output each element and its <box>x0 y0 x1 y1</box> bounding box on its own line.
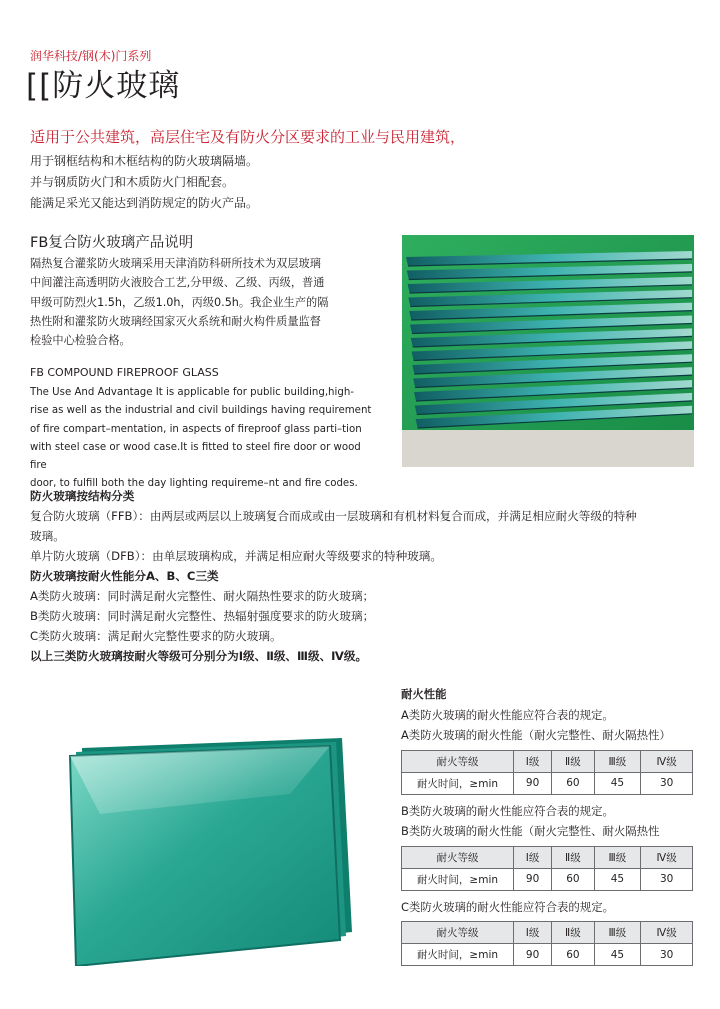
fb-english-description <box>30 384 375 494</box>
structure-heading: 防火玻璃按结构分类 <box>30 489 135 503</box>
ffb-definition-cont: 玻璃。 <box>30 529 65 543</box>
class-a-rating-table <box>401 750 693 795</box>
table-row <box>402 772 693 794</box>
class-b-note: B类防火玻璃的耐火性能应符合表的规定。 <box>401 803 614 818</box>
fb-description-line: 检验中心检验合格。 <box>30 334 131 348</box>
fb-description-line: 隔热复合灌浆防火玻璃采用天津消防科研所技术为双层玻璃 <box>30 257 321 270</box>
table-cell: 60 <box>552 944 594 966</box>
ffb-definition: 复合防火玻璃（FFB）：由两层或两层以上玻璃复合而成或由一层玻璃和有机材料复合而成，并满足相应耐火等级的特种 <box>30 509 637 523</box>
table-cell: 30 <box>641 772 693 794</box>
table-cell: 60 <box>552 772 594 794</box>
fb-description-line: 热性附和灌浆防火玻璃经国家灭火系统和耐火构件质量监督 <box>30 314 321 328</box>
table-header-row <box>402 846 693 868</box>
fb-description-line: 中间灌注高透明防火液胶合工艺,分甲级、乙级、丙级，普通 <box>30 276 325 290</box>
table-cell: 45 <box>594 772 641 794</box>
fire-rating-heading: 耐火性能 <box>401 687 447 701</box>
table-header-cell: Ⅲ级 <box>594 922 641 944</box>
table-header-row <box>402 922 693 944</box>
fb-english-line: rise as well as the industrial and civil buildings having requirement <box>30 405 372 417</box>
fb-description-line: 甲级可防烈火1.5h，乙级1.0h，丙级0.5h。我企业生产的隔 <box>30 295 329 309</box>
table-header-cell: 耐火等级 <box>402 922 514 944</box>
class-b-caption: B类防火玻璃的耐火性能（耐火完整性、耐火隔热性 <box>401 824 660 838</box>
lead-statement: 适用于公共建筑，高层住宅及有防火分区要求的工业与民用建筑， <box>30 128 466 146</box>
table-header-cell: Ⅳ级 <box>641 846 693 868</box>
table-header-cell: Ⅱ级 <box>552 750 594 772</box>
glass-stack-photo <box>402 235 694 467</box>
class-a-caption: A类防火玻璃的耐火性能（耐火完整性、耐火隔热性） <box>401 728 671 742</box>
class-c-definition: C类防火玻璃：满足耐火完整性要求的防火玻璃。 <box>30 629 282 643</box>
table-header-cell: Ⅰ级 <box>514 922 552 944</box>
table-cell: 45 <box>594 944 641 966</box>
class-a-definition: A类防火玻璃：同时满足耐火完整性、耐火隔热性要求的防火玻璃； <box>30 589 375 603</box>
table-cell: 90 <box>514 772 552 794</box>
performance-heading: 防火玻璃按耐火性能分A、B、C三类 <box>30 569 219 583</box>
fb-section-title: FB复合防火玻璃产品说明 <box>30 235 194 251</box>
class-c-note: C类防火玻璃的耐火性能应符合表的规定。 <box>401 899 614 914</box>
class-a-note: A类防火玻璃的耐火性能应符合表的规定。 <box>401 707 614 722</box>
class-b-definition: B类防火玻璃：同时满足耐火完整性、热辐射强度要求的防火玻璃； <box>30 609 375 623</box>
class-c-rating-table <box>401 921 693 966</box>
table-cell: 90 <box>514 944 552 966</box>
page-title: [[防火玻璃 <box>26 68 181 104</box>
fb-description <box>30 254 365 350</box>
dfb-definition: 单片防火玻璃（DFB）：由单层玻璃构成，并满足相应耐火等级要求的特种玻璃。 <box>30 549 442 563</box>
table-cell: 60 <box>552 868 594 890</box>
table-header-cell: Ⅲ级 <box>594 750 641 772</box>
table-row <box>402 944 693 966</box>
fb-english-title: FB COMPOUND FIREPROOF GLASS <box>30 366 219 379</box>
table-cell: 30 <box>641 944 693 966</box>
fb-english-line: The Use And Advantage It is applicable for public building,high- <box>30 387 354 398</box>
table-header-cell: Ⅲ级 <box>594 846 641 868</box>
table-cell: 耐火时间，≥min <box>402 772 514 794</box>
class-b-rating-table <box>401 846 693 891</box>
table-cell: 耐火时间，≥min <box>402 944 514 966</box>
table-cell: 耐火时间，≥min <box>402 868 514 890</box>
table-header-cell: Ⅳ级 <box>641 922 693 944</box>
fire-rating-section <box>401 684 697 972</box>
table-header-cell: 耐火等级 <box>402 846 514 868</box>
fb-english-line: of fire compart–mentation, in aspects of fireproof glass parti–tion <box>30 423 362 435</box>
table-header-cell: Ⅰ级 <box>514 750 552 772</box>
table-row <box>402 868 693 890</box>
series-label: 润华科技/钢(木)门系列 <box>30 49 152 63</box>
intro-line: 能满足采光又能达到消防规定的防火产品。 <box>30 196 259 210</box>
glass-sheet-photo <box>30 734 365 966</box>
intro-line: 用于钢框结构和木框结构的防火玻璃隔墙。 <box>30 154 259 168</box>
table-header-cell: Ⅳ级 <box>641 750 693 772</box>
table-header-cell: 耐火等级 <box>402 750 514 772</box>
table-cell: 45 <box>594 868 641 890</box>
fb-english-line: door, to fulfill both the day lighting requireme–nt and fire codes. <box>30 478 358 490</box>
intro-line: 并与钢质防火门和木质防火门相配套。 <box>30 175 235 189</box>
table-header-row <box>402 750 693 772</box>
classification-section <box>30 486 700 666</box>
table-header-cell: Ⅱ级 <box>552 922 594 944</box>
table-cell: 30 <box>641 868 693 890</box>
intro-lines <box>30 151 258 214</box>
table-header-cell: Ⅰ级 <box>514 846 552 868</box>
fb-english-line: with steel case or wood case.It is fitted to steel fire door or wood fire <box>30 441 361 472</box>
table-cell: 90 <box>514 868 552 890</box>
table-header-cell: Ⅱ级 <box>552 846 594 868</box>
grade-summary: 以上三类防火玻璃按耐火等级可分别分为Ⅰ级、Ⅱ级、Ⅲ级、Ⅳ级。 <box>30 649 368 663</box>
